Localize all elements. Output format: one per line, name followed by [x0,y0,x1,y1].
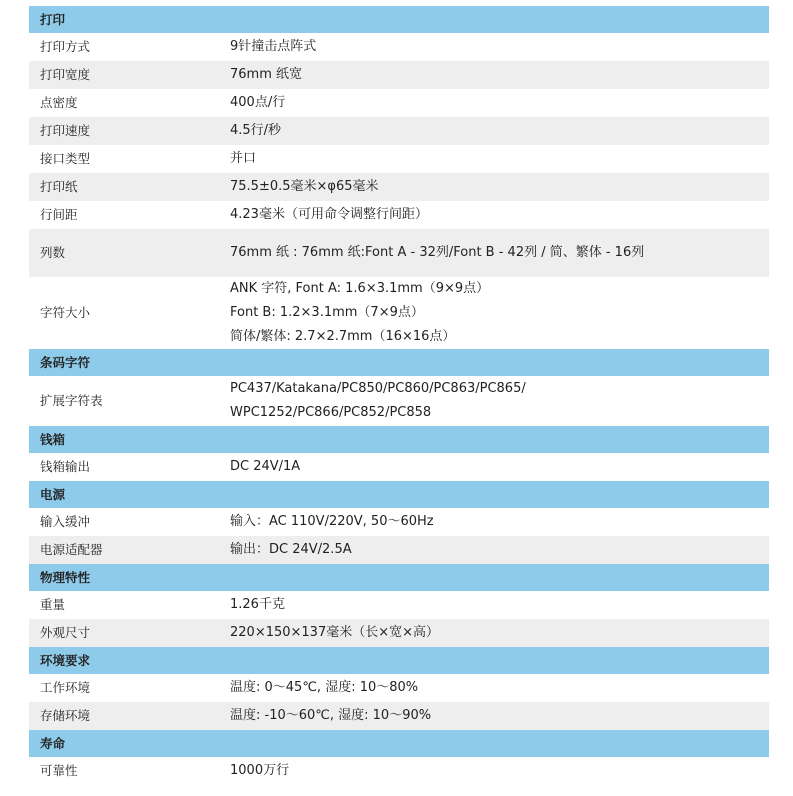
row-label: 可靠性 [40,763,78,778]
table-row [29,229,769,277]
row-label: 字符大小 [40,305,91,320]
section-title: 条码字符 [40,354,91,370]
row-value: 并口 [230,151,257,166]
row-label: 输入缓冲 [40,514,91,529]
row-value: 温度: -10～60℃, 湿度: 10～90% [230,708,432,723]
row-value: 9针撞击点阵式 [230,39,317,54]
value-line: Font B: 1.2×3.1mm（7×9点） [230,305,424,320]
row-label: 外观尺寸 [40,625,91,640]
value-line: 简体/繁体: 2.7×2.7mm（16×16点） [230,329,456,344]
row-value: 76mm 纸宽 [230,67,303,82]
row-value: 1.26千克 [230,597,285,612]
row-label: 打印纸 [40,179,78,194]
section-header-barcode [29,349,769,376]
table-row [29,117,769,145]
table-row [29,536,769,564]
section-header-print [29,6,769,33]
row-label: 接口类型 [40,151,91,166]
table-row [29,201,769,229]
section-header-lifespan [29,730,769,757]
row-label: 电源适配器 [40,542,103,557]
row-value: 76mm 纸 : 76mm 纸:Font A - 32列/Font B - 42列 / 简、繁体 - 16列 [230,245,645,260]
table-row [29,757,769,785]
row-value: 220×150×137毫米（长×宽×高） [230,625,440,640]
row-label: 重量 [40,597,66,612]
table-row [29,33,769,61]
row-label: 存储环境 [40,708,91,723]
row-label: 行间距 [40,207,78,222]
row-value: 输出：DC 24V/2.5A [230,542,352,557]
value-line: PC437/Katakana/PC850/PC860/PC863/PC865/ [230,381,526,396]
row-value: 4.5行/秒 [230,123,282,138]
table-row [29,277,769,349]
value-line: WPC1252/PC866/PC852/PC858 [230,405,432,420]
row-label: 点密度 [40,95,78,110]
row-value [230,277,769,349]
table-row [29,702,769,730]
table-row [29,89,769,117]
table-row [29,619,769,647]
row-value [230,377,769,425]
table-row [29,591,769,619]
table-row [29,453,769,481]
row-value: 400点/行 [230,95,286,110]
row-label: 列数 [40,245,66,260]
row-value: 1000万行 [230,763,290,778]
row-label: 扩展字符表 [40,393,103,408]
section-title: 电源 [40,486,66,502]
section-header-cashbox [29,426,769,453]
spec-table [29,6,769,785]
section-header-physical [29,564,769,591]
row-label: 钱箱输出 [40,459,91,474]
row-value: 4.23毫米（可用命令调整行间距） [230,207,428,222]
value-line: ANK 字符, Font A: 1.6×3.1mm（9×9点） [230,281,490,296]
section-title: 打印 [40,11,66,27]
row-value: DC 24V/1A [230,459,301,474]
row-value: 温度: 0～45℃, 湿度: 10～80% [230,680,419,695]
table-row [29,145,769,173]
section-title: 钱箱 [40,431,66,447]
section-header-environment [29,647,769,674]
section-header-power [29,481,769,508]
table-row [29,173,769,201]
table-row [29,508,769,536]
section-title: 寿命 [40,735,66,751]
table-row [29,674,769,702]
row-label: 打印方式 [40,39,91,54]
table-row [29,61,769,89]
row-value: 75.5±0.5毫米×φ65毫米 [230,179,379,194]
row-label: 打印速度 [40,123,91,138]
row-value: 输入：AC 110V/220V, 50～60Hz [230,514,434,529]
row-label: 打印宽度 [40,67,91,82]
row-label: 工作环境 [40,680,91,695]
section-title: 环境要求 [40,652,91,668]
section-title: 物理特性 [40,569,91,585]
table-row [29,376,769,426]
